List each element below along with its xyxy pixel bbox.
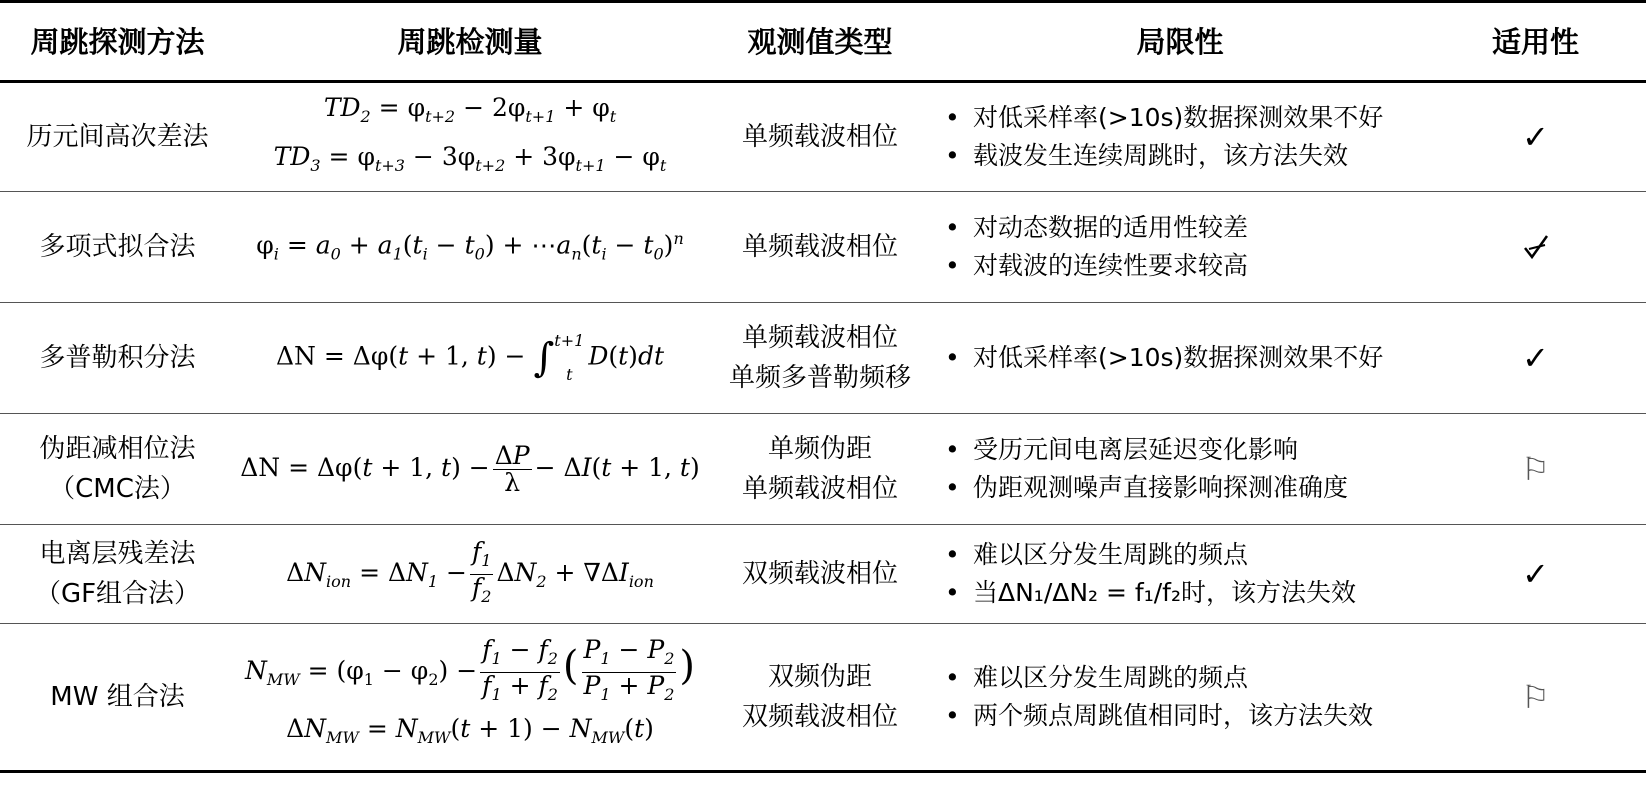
header-observation: 观测值类型 <box>747 24 893 59</box>
observation-cell: 单频载波相位 <box>741 232 898 262</box>
limitations-cell <box>945 525 1425 623</box>
limitation-item: • 对载波的连续性要求较高 <box>945 247 1248 285</box>
limitation-item: • 载波发生连续周跳时，该方法失效 <box>945 137 1348 175</box>
formula-cmc: ΔN = Δφ(t + 1, t) − $\frac{\Delta P}{\lambda}$ − ΔI(t + 1, t) <box>240 440 700 497</box>
formula-cell <box>235 303 705 413</box>
formula-cell <box>235 192 705 302</box>
observation-cell: 单频载波相位 <box>741 122 898 152</box>
check-icon: ✓ <box>1522 339 1549 377</box>
formula-doppler: ΔN = Δφ(t + 1, t) − ∫ t+1 t D(t)dt <box>276 331 664 384</box>
observation-cell: 双频载波相位 <box>741 559 898 589</box>
limitation-item: • 对动态数据的适用性较差 <box>945 209 1248 247</box>
bottom-rule <box>0 770 1646 773</box>
limitations-cell <box>945 192 1425 302</box>
observation-cell: 双频伪距 双频载波相位 <box>741 662 898 732</box>
limitation-item: • 受历元间电离层延迟变化影响 <box>945 431 1298 469</box>
limitation-item: • 对低采样率(>10s)数据探测效果不好 <box>945 99 1383 137</box>
limitations-cell <box>945 303 1425 413</box>
partial-check-icon-glyph <box>1521 232 1551 262</box>
formula-gf: $\Delta N_{ion} = \Delta N_1$ − $\frac{f_1}{f_2}$ $\Delta N_2 + \nabla\Delta I_{ion}$ <box>286 536 654 606</box>
formula-td3: $TD_3 = \varphi_{t+3} - 3\varphi_{t+2} + 3\varphi_{t+1} - \varphi_t$ <box>273 142 667 175</box>
formula-cell <box>235 414 705 524</box>
method-cell: 历元间高次差法 <box>26 122 209 152</box>
limitations-cell <box>945 83 1425 191</box>
check-icon: ✓ <box>1522 555 1549 593</box>
formula-mw-delta: $\Delta N_{MW} = N_{MW}(t + 1) - N_{MW}(t)$ <box>286 713 654 747</box>
limitation-item: • 伪距观测噪声直接影响探测准确度 <box>945 469 1348 507</box>
header-quantity: 周跳检测量 <box>397 24 543 59</box>
header-method: 周跳探测方法 <box>30 24 205 59</box>
observation-cell: 单频载波相位 单频多普勒频移 <box>728 323 911 393</box>
formula-mw: $N_{MW} = (\varphi_1 - \varphi_2)$ − $\frac{f_1 - f_2}{f_1 + f_2}$ ( $\frac{P_1 - P_2}{P_1 + P_2}$ ) <box>244 634 696 704</box>
partial-check-icon <box>1425 192 1646 302</box>
method-cell: MW 组合法 <box>50 682 185 712</box>
observation-cell: 单频伪距 单频载波相位 <box>741 434 898 504</box>
limitations-cell <box>945 414 1425 524</box>
formula-cell <box>235 83 705 191</box>
limitation-item: • 当ΔN₁/ΔN₂ = f₁/f₂时，该方法失效 <box>945 574 1356 612</box>
header-applicability: 适用性 <box>1491 24 1579 59</box>
limitation-item: • 难以区分发生周跳的频点 <box>945 659 1248 697</box>
header-limitations: 局限性 <box>1136 24 1224 59</box>
limitation-item: • 两个频点周跳值相同时，该方法失效 <box>945 697 1373 735</box>
limitations-cell <box>945 624 1425 770</box>
formula-td2: $TD_2 = \varphi_{t+2} - 2\varphi_{t+1} + \varphi_t$ <box>323 93 617 126</box>
formula-cell <box>235 525 705 623</box>
formula-polynomial: $\varphi_i = a_0 + a_1(t_i - t_0)$ + $\cdots a_n(t_i - t_0)^n$ <box>256 229 684 264</box>
method-cell: 伪距减相位法 （CMC法） <box>39 434 196 504</box>
flag-icon: ⚐ <box>1521 678 1550 716</box>
check-icon: ✓ <box>1522 118 1549 156</box>
method-cell: 多项式拟合法 <box>39 232 196 262</box>
limitation-item: • 难以区分发生周跳的频点 <box>945 536 1248 574</box>
method-cell: 多普勒积分法 <box>39 343 196 373</box>
formula-cell <box>235 624 705 770</box>
flag-icon: ⚐ <box>1521 450 1550 488</box>
limitation-item: • 对低采样率(>10s)数据探测效果不好 <box>945 339 1383 377</box>
method-cell: 电离层残差法 （GF组合法） <box>34 539 201 609</box>
